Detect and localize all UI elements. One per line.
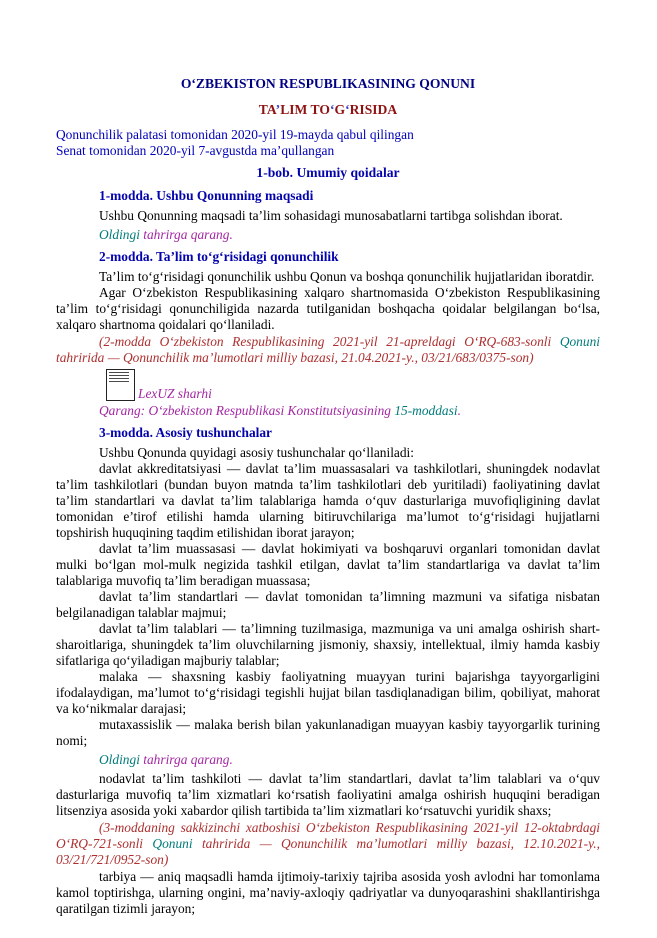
text-run: tahririda — Qonunchilik ma’lumotlari milliy bazasi, 12.10.2021-y., 03/21/721/0952-son) (56, 836, 601, 867)
adoption-line-legislative-chamber: Qonunchilik palatasi tomonidan 2020-yil 19-mayda qabul qilingan (56, 127, 414, 142)
definition-davlat-talim-standartlari (56, 589, 600, 621)
text-run: malaka — shaxsning kasbiy faoliyatning muayyan turini bajarishga tayyorgarligini ifodalaydigan, ma’lumot to‘g‘risidagi tegishli hujjat bilan tasdiqlanadigan bilim, qobiliyat, mahorat va ko‘nikmalar darajasi; (56, 669, 600, 716)
text-run: 2-modda. Ta’lim to‘g‘risidagi qonunchilik (99, 249, 339, 264)
document-body (56, 188, 600, 917)
article-2-heading (56, 249, 600, 265)
text-run: Ta’lim to‘g‘risidagi qonunchilik ushbu Qonun va boshqa qonunchilik hujjatlaridan iboratdir. (99, 269, 595, 284)
article-3-intro (56, 445, 600, 461)
comment-icon-text-lines (109, 372, 129, 384)
text-run: davlat ta’lim talablari — ta’limning tuzilmasiga, mazmuniga va uni amalga oshirish shart-sharoitlariga, shuningdek ta’lim oluvchilarning jismoniy, shaxsiy, intellektual, ilmiy hamda kasbiy sifatlariga qo‘yiladigan majburiy talablar; (56, 621, 600, 668)
definition-malaka (56, 669, 600, 717)
chapter-heading: 1-bob. Umumiy qoidalar (256, 165, 400, 180)
see-reference-note (56, 403, 600, 419)
text-run: tahririda — Qonunchilik ma’lumotlari milliy bazasi, 21.04.2021-y., 03/21/683/0375-son) (56, 350, 534, 365)
text-run: (3-moddaning sakkizinchi xatboshisi O‘zbekiston Respublikasining 2021-yil 12-oktabrdagi O‘RQ-721-sonli (56, 820, 600, 851)
definition-davlat-talim-talablari (56, 621, 600, 669)
previous-edition-link-2 (56, 752, 600, 768)
lexuz-comment-icon[interactable] (106, 369, 135, 401)
text-run: 1-modda. Ushbu Qonunning maqsadi (99, 188, 314, 203)
text-run: LIM TO (280, 102, 330, 117)
inline-link[interactable]: Oldingi (99, 752, 140, 767)
law-subtitle (56, 102, 600, 118)
text-run: ‘ (345, 102, 350, 117)
article-1-heading (56, 188, 600, 204)
text-run: davlat ta’lim muassasasi — davlat hokimiyati va boshqaruvi organlari tomonidan davlat mulki bo‘lgan mol-mulk negizida tashkil etilgan, davlat ta’lim standartlariga va davlat ta’lim talablariga muvofiq ta’lim beradigan muassasa; (56, 541, 600, 588)
text-run: davlat ta’lim standartlari — davlat tomonidan ta’limning mazmuni va sifatiga nisbatan belgilanadigan talablar majmui; (56, 589, 600, 620)
text-run: ‘ (329, 102, 335, 117)
text-run: TA (258, 102, 276, 117)
definition-nodavlat-talim-tashkiloti (56, 771, 600, 819)
article-1-text (56, 208, 600, 224)
inline-link[interactable]: 15-moddasi (394, 403, 458, 418)
definition-davlat-talim-muassasasi (56, 541, 600, 589)
article-3-heading (56, 425, 600, 441)
definition-davlat-akkreditatsiyasi (56, 461, 600, 541)
previous-edition-link-1 (56, 227, 600, 243)
amendment-note-article-3 (56, 820, 600, 868)
lexuz-comment-block (106, 369, 600, 401)
amendment-note-article-2 (56, 334, 600, 366)
text-run: mutaxassislik — malaka berish bilan yakunlanadigan muayyan kasbiy tayyorgarlik turining nomi; (56, 717, 600, 748)
text-run: Ushbu Qonunda quyidagi asosiy tushunchalar qo‘llaniladi: (99, 445, 415, 460)
text-run: nodavlat ta’lim tashkiloti — davlat ta’lim standartlari, davlat ta’lim talablari va o‘quv dasturlariga muvofiq ta’lim xizmatlari ko‘rsatish faoliyatini amalga oshirish huquqini beradigan litsenziya asosida yoki xabardor qilish tartibida ta’lim xizmatlari ko‘rsatuvchi yuridik shaxs; (56, 771, 600, 818)
text-run: (2-modda O‘zbekiston Respublikasining 2021-yil 21-apreldagi O‘RQ-683-sonli (99, 334, 560, 349)
inline-link[interactable]: Qonuni (559, 334, 600, 349)
text-run: Agar O‘zbekiston Respublikasining xalqaro shartnomasida O‘zbekiston Respublikasining ta’lim to‘g‘risidagi qonunchiligida nazarda tutilganidan boshqacha qoidalar belgilangan bo‘lsa, xalqaro shartnoma qoidalari qo‘llaniladi. (56, 285, 600, 332)
inline-link[interactable]: tahrirga qarang. (139, 227, 233, 242)
text-run: RISIDA (349, 102, 398, 117)
article-2-paragraph-1 (56, 269, 600, 285)
text-run: davlat akkreditatsiyasi — davlat ta’lim muassasalari va tashkilotlari, shuningdek nodavlat ta’lim tashkilotlari (bundan buyon matnda ta’lim tashkilotlari deb yuritiladi) faoliyatining davlat ta’lim standartlari va davlat ta’lim talablariga hamda o‘quv dasturlariga muvofiqligining davlat tomonidan e’tirof etilishi hamda ularning bitiruvchilariga ma’lumot to‘g‘risidagi hujjatlarni topshirish huquqining taqdim etilishidan iborat jarayon; (56, 461, 600, 540)
text-run: . (457, 403, 461, 418)
inline-link[interactable]: Qonuni (152, 836, 193, 851)
law-title: O‘ZBEKISTON RESPUBLIKASINING QONUNI (180, 76, 476, 91)
lexuz-sharhi-label: LexUZ sharhi (138, 386, 212, 401)
definition-tarbiya (56, 869, 600, 917)
text-run: tarbiya — aniq maqsadli hamda ijtimoiy-tarixiy tajriba asosida yosh avlodni har tomonlama kamol toptirishga, ularning ongini, ma’naviy-axloqiy qadriyatlar va dunyoqarashini shakllantirishga qaratilgan tizimli jarayon; (56, 869, 600, 916)
text-run: 3-modda. Asosiy tushunchalar (99, 425, 273, 440)
inline-link[interactable]: tahrirga qarang. (139, 752, 233, 767)
article-2-paragraph-2 (56, 285, 600, 333)
text-run: Qarang: O‘zbekiston Respublikasi Konstitutsiyasining (99, 403, 395, 418)
text-run: Ushbu Qonunning maqsadi ta’lim sohasidagi munosabatlarni tartibga solishdan iborat. (99, 208, 563, 223)
text-run: ’ (275, 102, 281, 117)
adoption-line-senate: Senat tomonidan 2020-yil 7-avgustda ma’qullangan (56, 143, 335, 158)
adoption-block (56, 127, 600, 159)
definition-mutaxassislik (56, 717, 600, 749)
text-run: G (334, 102, 346, 117)
inline-link[interactable]: Oldingi (99, 227, 140, 242)
